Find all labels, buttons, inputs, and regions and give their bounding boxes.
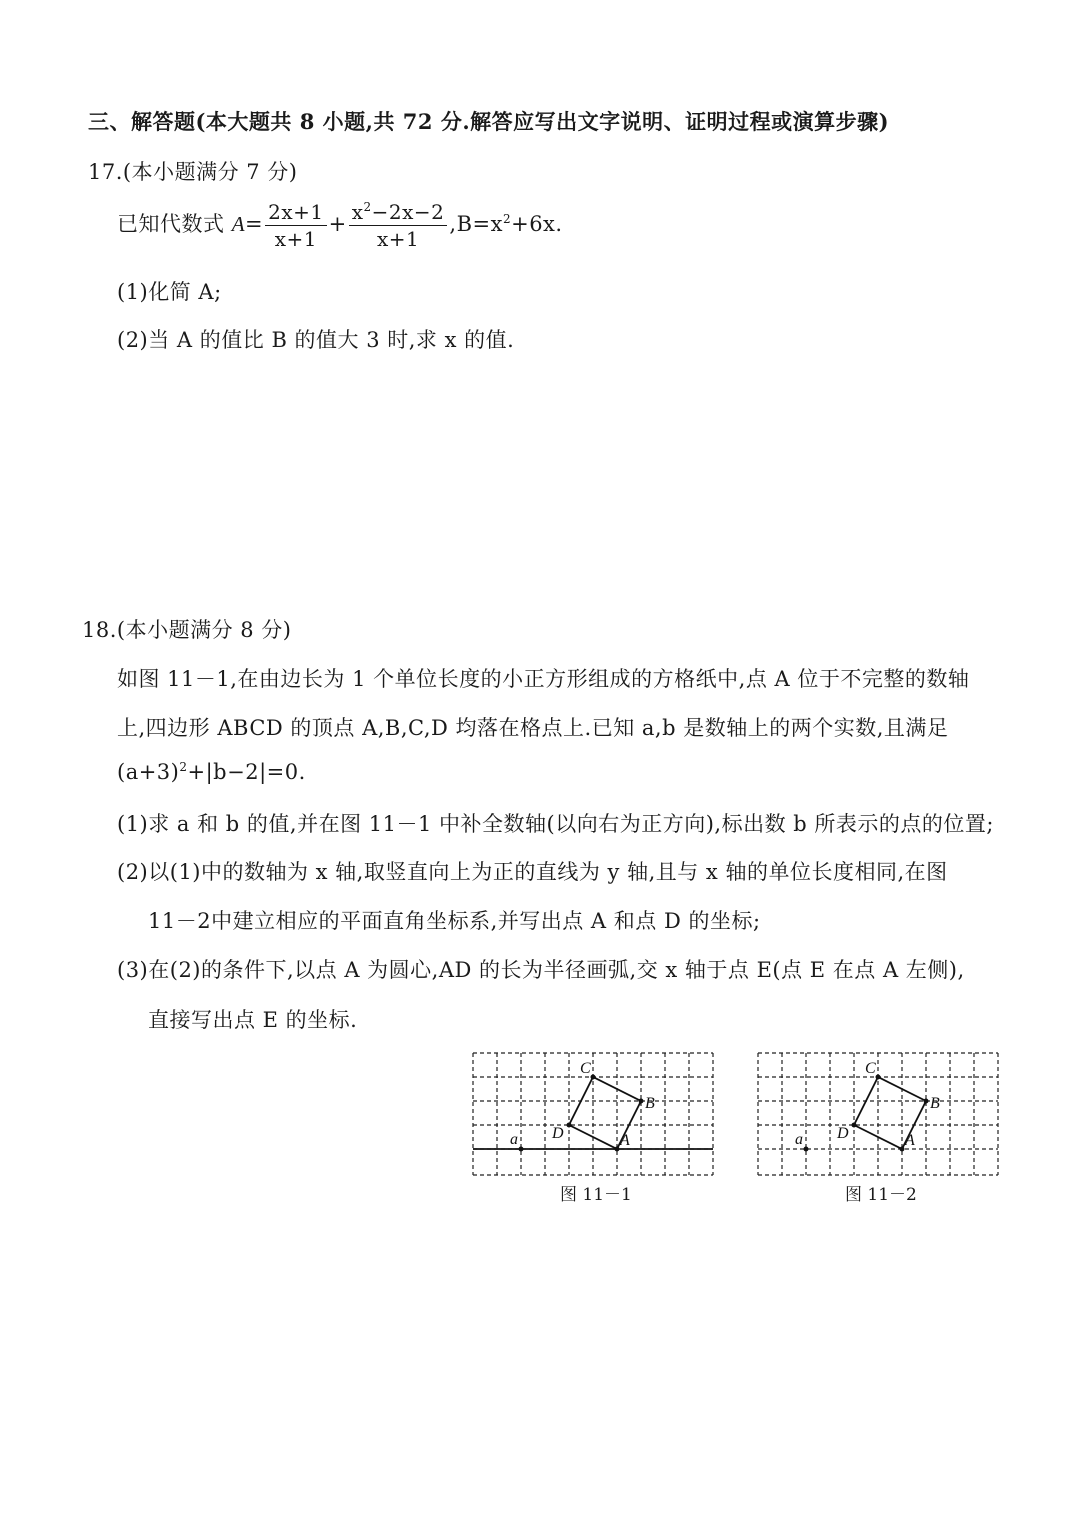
point-B: [639, 1099, 644, 1104]
figure-11-1-caption: 图 11－1: [560, 1185, 632, 1205]
q17-intro: 已知代数式: [117, 212, 225, 236]
label-D: D: [837, 1125, 849, 1142]
label-A: A: [905, 1132, 915, 1149]
label-a: a: [510, 1131, 518, 1148]
point-D: [567, 1123, 572, 1128]
figure-11-2: [755, 1050, 1005, 1178]
quadrilateral-abcd: [569, 1077, 641, 1149]
point-A: [900, 1147, 905, 1152]
point-C: [876, 1075, 881, 1080]
q17-b-tail: +6x.: [511, 212, 563, 236]
label-C: C: [580, 1060, 591, 1077]
label-D: D: [552, 1125, 564, 1142]
label-C: C: [865, 1060, 876, 1077]
q17-part-2: (2)当 A 的值比 B 的值大 3 时,求 x 的值.: [117, 328, 515, 352]
q18-line-3: [117, 760, 306, 784]
q17-header: 17.(本小题满分 7 分): [88, 160, 298, 184]
q18-line-2: 上,四边形 ABCD 的顶点 A,B,C,D 均落在格点上.已知 a,b 是数轴上的两个实数,且满足: [117, 716, 949, 740]
figure-11-1: [470, 1050, 720, 1178]
q17-plus: +: [328, 212, 347, 236]
q17-frac2-num: [349, 200, 448, 226]
q17-frac2-num-b: −2x−2: [371, 200, 445, 224]
point-B: [924, 1099, 929, 1104]
q18-line-1: 如图 11－1,在由边长为 1 个单位长度的小正方形组成的方格纸中,点 A 位于不完整的数轴: [117, 667, 970, 691]
q18-part-3b: 直接写出点 E 的坐标.: [148, 1008, 358, 1032]
point-D: [852, 1123, 857, 1128]
q18-part-3a: (3)在(2)的条件下,以点 A 为圆心,AD 的长为半径画弧,交 x 轴于点 E(点 E 在点 A 左侧),: [117, 958, 965, 982]
q17-part-1: (1)化简 A;: [117, 280, 222, 304]
label-B: B: [930, 1095, 940, 1112]
q18-line-3-exp: 2: [179, 760, 188, 774]
section-heading: 三、解答题(本大题共 8 小题,共 72 分.解答应写出文字说明、证明过程或演算步骤): [88, 109, 890, 134]
q17-frac2-den: x+1: [376, 227, 420, 251]
q17-fraction-2: [349, 200, 448, 251]
quadrilateral-abcd: [854, 1077, 926, 1149]
q18-part-2a: (2)以(1)中的数轴为 x 轴,取竖直向上为正的直线为 y 轴,且与 x 轴的单位长度相同,在图: [117, 860, 948, 884]
point-A: [615, 1147, 620, 1152]
point-a-dot: [519, 1147, 524, 1152]
q17-b-part: ,B=x: [449, 212, 503, 236]
label-a: a: [795, 1131, 803, 1148]
q17-frac2-num-exp: 2: [363, 200, 372, 214]
q17-frac2-num-a: x: [351, 200, 364, 224]
q18-part-2b: 11－2中建立相应的平面直角坐标系,并写出点 A 和点 D 的坐标;: [148, 909, 761, 933]
q18-line-3a: (a+3): [117, 760, 180, 784]
q18-line-3b: +|b−2|=0.: [187, 760, 306, 784]
grid: [758, 1053, 998, 1175]
q18-part-1: (1)求 a 和 b 的值,并在图 11－1 中补全数轴(以向右为正方向),标出数 b 所表示的点的位置;: [117, 812, 994, 836]
q17-expression: [117, 200, 563, 251]
q17-frac1-num: 2x+1: [265, 200, 327, 226]
q17-eq: =: [245, 212, 264, 236]
point-a-dot: [804, 1147, 809, 1152]
q17-b-exp: 2: [502, 212, 512, 226]
q17-a-label: A: [231, 212, 246, 236]
label-A: A: [620, 1132, 630, 1149]
grid: [473, 1053, 713, 1175]
q17-frac1-den: x+1: [274, 227, 317, 251]
q18-header: 18.(本小题满分 8 分): [82, 618, 292, 642]
point-C: [591, 1075, 596, 1080]
figure-11-2-caption: 图 11－2: [845, 1185, 917, 1205]
label-B: B: [645, 1095, 655, 1112]
q17-fraction-1: [265, 200, 327, 251]
